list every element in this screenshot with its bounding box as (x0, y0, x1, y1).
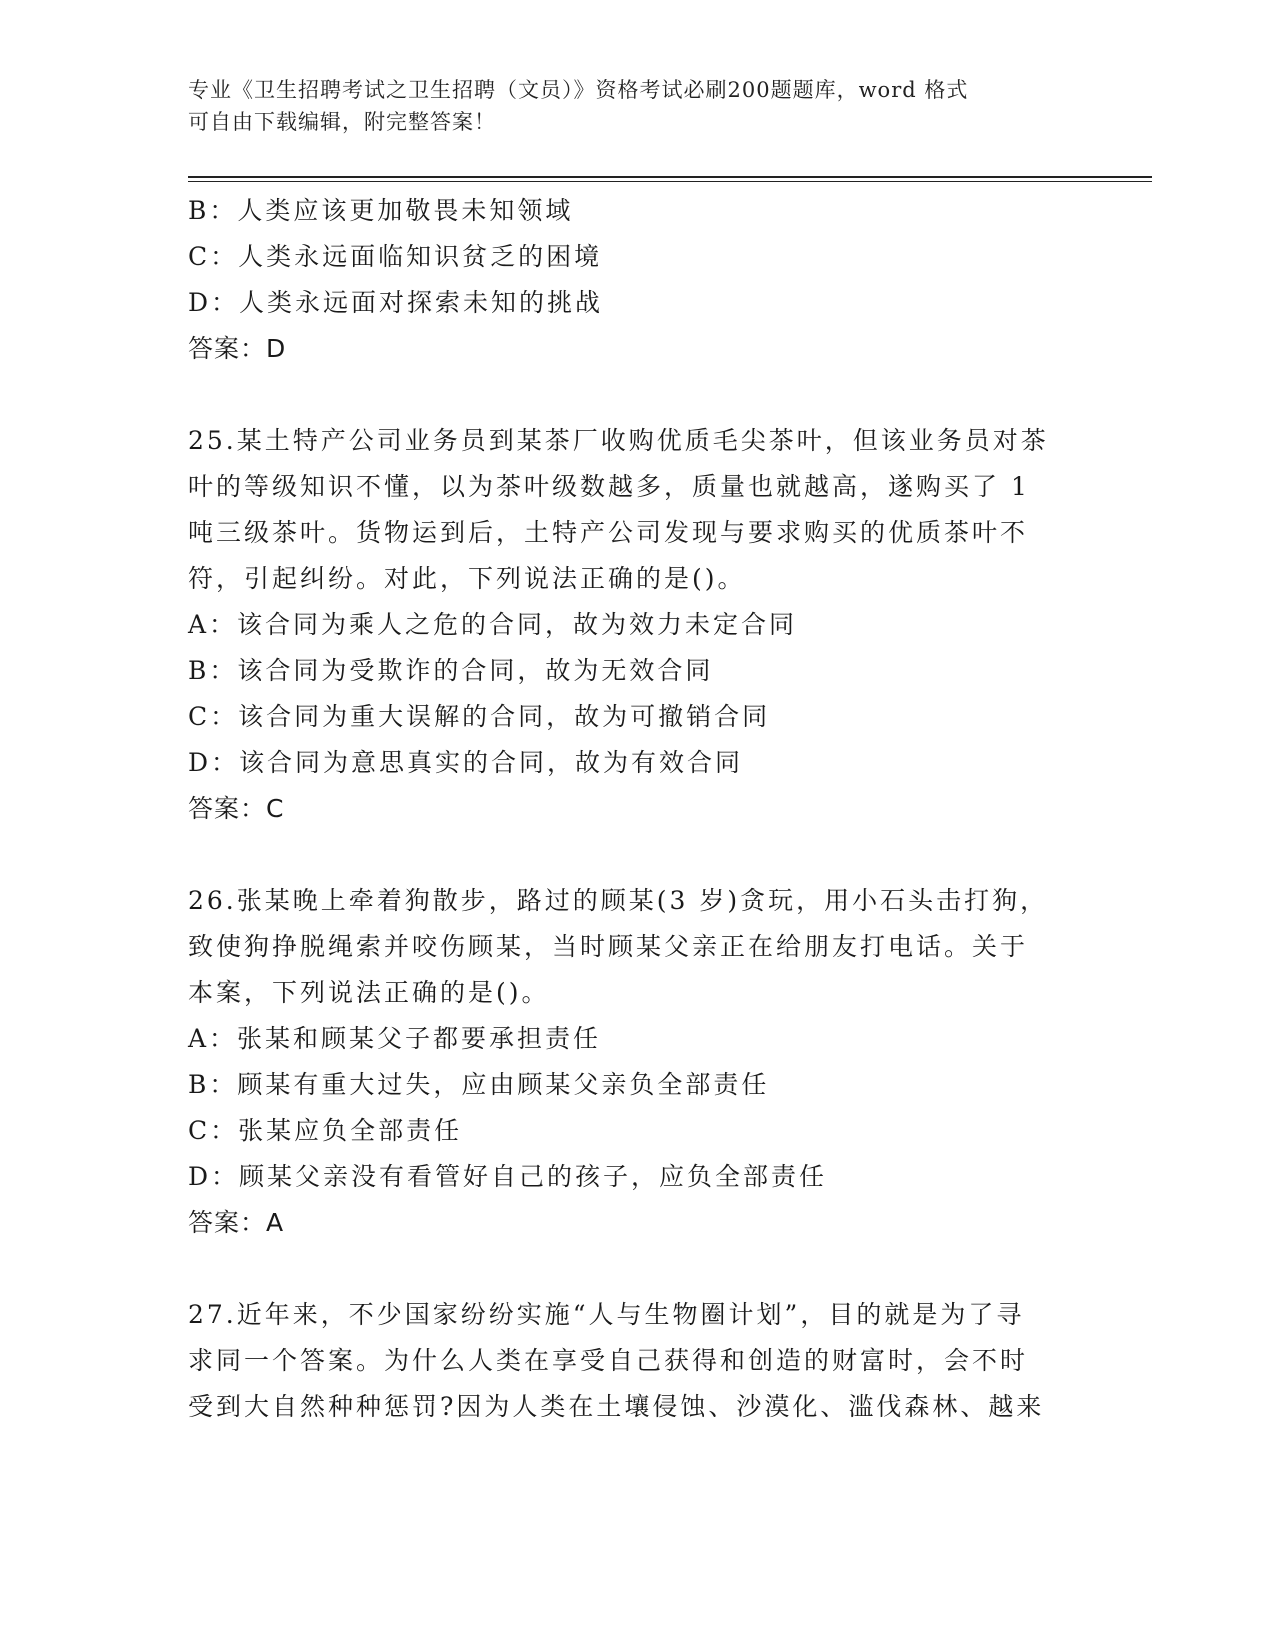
question-text-line: 致使狗挣脱绳索并咬伤顾某，当时顾某父亲正在给朋友打电话。关于 (188, 932, 1029, 961)
option-a: A：张某和顾某父子都要承担责任 (188, 1024, 602, 1053)
option-d: D：顾某父亲没有看管好自己的孩子，应负全部责任 (188, 1162, 828, 1191)
answer-line: 答案：A (188, 1208, 285, 1237)
question-text-line: 求同一个答案。为什么人类在享受自己获得和创造的财富时，会不时 (188, 1346, 1029, 1375)
option-c: C：人类永远面临知识贫乏的困境 (188, 242, 603, 271)
header-line-2: 可自由下载编辑，附完整答案！ (188, 110, 496, 134)
question-text-line: 本案，下列说法正确的是()。 (188, 978, 550, 1007)
option-b: B：顾某有重大过失，应由顾某父亲负全部责任 (188, 1070, 770, 1099)
question-26 (188, 878, 1088, 1246)
spacer (188, 832, 1088, 878)
question-text-line: 25.某土特产公司业务员到某茶厂收购优质毛尖茶叶，但该业务员对茶 (188, 426, 1049, 455)
option-b: B：该合同为受欺诈的合同，故为无效合同 (188, 656, 714, 685)
option-a: A：该合同为乘人之危的合同，故为效力未定合同 (188, 610, 798, 639)
answer-line: 答案：D (188, 334, 287, 363)
option-b: B：人类应该更加敬畏未知领域 (188, 196, 574, 225)
option-c: C：张某应负全部责任 (188, 1116, 463, 1145)
spacer (188, 1246, 1088, 1292)
document-body (188, 188, 1088, 1430)
header-divider-thick (188, 176, 1152, 178)
question-text-line: 27.近年来，不少国家纷纷实施“人与生物圈计划”，目的就是为了寻 (188, 1300, 1025, 1329)
answer-line: 答案：C (188, 794, 285, 823)
option-c: C：该合同为重大误解的合同，故为可撤销合同 (188, 702, 771, 731)
page-header (188, 74, 1088, 138)
question-text-line: 吨三级茶叶。货物运到后，土特产公司发现与要求购买的优质茶叶不 (188, 518, 1029, 547)
question-25 (188, 418, 1088, 832)
option-d: D：该合同为意思真实的合同，故为有效合同 (188, 748, 744, 777)
spacer (188, 372, 1088, 418)
question-text-line: 叶的等级知识不懂，以为茶叶级数越多，质量也就越高，遂购买了 1 (188, 472, 1030, 501)
question-text-line: 符，引起纠纷。对此，下列说法正确的是()。 (188, 564, 746, 593)
header-line-1: 专业《卫生招聘考试之卫生招聘（文员）》资格考试必刷200题题库，word 格式 (188, 78, 969, 102)
option-d: D：人类永远面对探索未知的挑战 (188, 288, 604, 317)
question-text-line: 受到大自然种种惩罚?因为人类在土壤侵蚀、沙漠化、滥伐森林、越来 (188, 1392, 1045, 1421)
question-27 (188, 1292, 1088, 1430)
question-24-continued (188, 188, 1088, 372)
header-divider-thin (188, 181, 1152, 182)
question-text-line: 26.张某晚上牵着狗散步，路过的顾某(3 岁)贪玩，用小石头击打狗， (188, 886, 1049, 915)
